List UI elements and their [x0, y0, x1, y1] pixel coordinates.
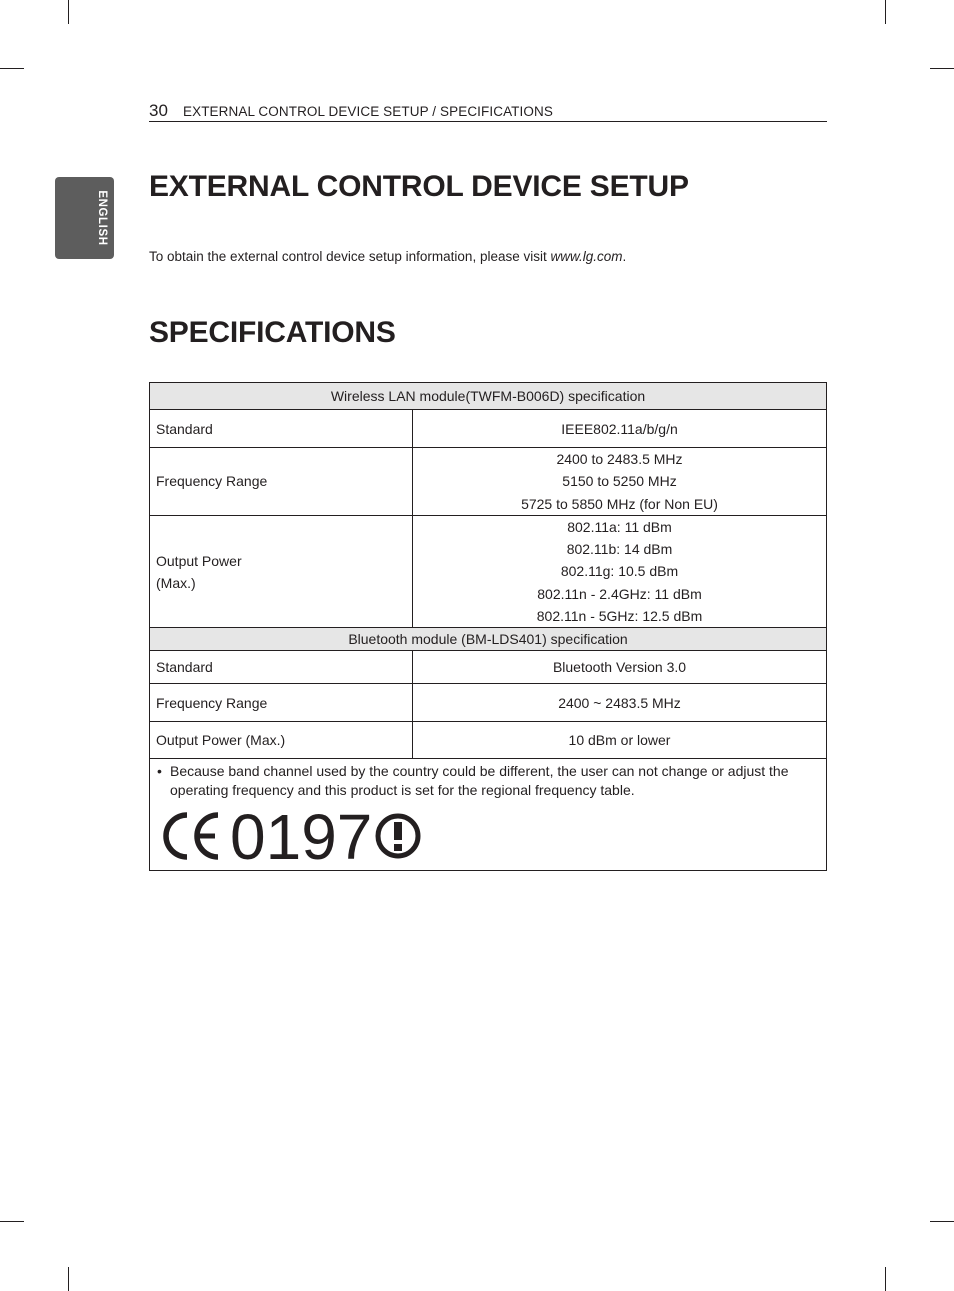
note-bullet: •	[157, 763, 162, 780]
wlan-frequency-value: 2400 to 2483.5 MHz	[556, 451, 683, 467]
language-tab-label: ENGLISH	[96, 190, 108, 246]
wlan-power-label	[150, 515, 413, 627]
bluetooth-power-value: 10 dBm or lower	[413, 722, 827, 759]
bluetooth-standard-value: Bluetooth Version 3.0	[413, 651, 827, 684]
wlan-frequency-value: 5150 to 5250 MHz	[562, 473, 677, 490]
running-title: EXTERNAL CONTROL DEVICE SETUP / SPECIFICATIONS	[183, 104, 553, 119]
bluetooth-frequency-value: 2400 ~ 2483.5 MHz	[413, 684, 827, 722]
alert-class2-icon	[378, 816, 418, 856]
table-row	[150, 410, 827, 448]
bluetooth-power-label: Output Power (Max.)	[150, 722, 413, 759]
setup-intro-text: To obtain the external control device setup information, please visit	[149, 249, 551, 264]
setup-heading: EXTERNAL CONTROL DEVICE SETUP	[149, 170, 689, 203]
table-note-row	[150, 759, 827, 871]
bluetooth-frequency-label: Frequency Range	[150, 684, 413, 722]
specifications-table	[149, 382, 827, 871]
bluetooth-spec-title: Bluetooth module (BM-LDS401) specification	[150, 628, 827, 651]
crop-mark	[0, 68, 24, 69]
crop-mark	[885, 0, 886, 24]
table-row	[150, 515, 827, 627]
ce-number: 0197	[230, 806, 373, 867]
table-section-row	[150, 383, 827, 410]
wlan-power-values	[413, 515, 827, 627]
note-text: Because band channel used by the country could be different, the user can not change or adjust the operating frequency and this product is set for the regional frequency table.	[170, 763, 789, 799]
specifications-heading: SPECIFICATIONS	[149, 316, 396, 349]
wlan-frequency-label: Frequency Range	[150, 448, 413, 516]
website-link: www.lg.com	[550, 249, 623, 264]
wlan-standard-label: Standard	[150, 410, 413, 448]
note-cell	[150, 759, 827, 871]
language-tab	[55, 177, 114, 259]
table-section-row	[150, 628, 827, 651]
wlan-power-label-line: (Max.)	[156, 574, 196, 591]
page-number: 30	[149, 101, 168, 120]
ce-mark-icon	[158, 806, 424, 866]
crop-mark	[68, 1267, 69, 1291]
wlan-frequency-value: 5725 to 5850 MHz (for Non EU)	[521, 495, 718, 512]
crop-mark	[885, 1267, 886, 1291]
setup-intro	[149, 249, 626, 264]
setup-intro-end: .	[622, 249, 627, 264]
bluetooth-standard-label: Standard	[150, 651, 413, 684]
crop-mark	[0, 1221, 24, 1222]
wlan-power-value: 802.11n - 2.4GHz: 11 dBm	[537, 585, 702, 602]
table-row	[150, 448, 827, 516]
table-row	[150, 722, 827, 759]
wlan-spec-title: Wireless LAN module(TWFM-B006D) specification	[150, 383, 827, 410]
page-header	[149, 100, 827, 122]
wlan-power-label-line: Output Power	[156, 552, 242, 569]
wlan-power-value: 802.11a: 11 dBm	[567, 518, 672, 535]
wlan-power-value: 802.11b: 14 dBm	[566, 541, 673, 558]
crop-mark	[930, 68, 954, 69]
table-row	[150, 651, 827, 684]
wlan-power-value: 802.11g: 10.5 dBm	[560, 563, 679, 580]
wlan-frequency-values	[413, 448, 827, 516]
wlan-power-value: 802.11n - 5GHz: 12.5 dBm	[536, 608, 703, 625]
crop-mark	[68, 0, 69, 24]
table-row	[150, 684, 827, 722]
crop-mark	[930, 1221, 954, 1222]
wlan-standard-value: IEEE802.11a/b/g/n	[413, 410, 827, 448]
